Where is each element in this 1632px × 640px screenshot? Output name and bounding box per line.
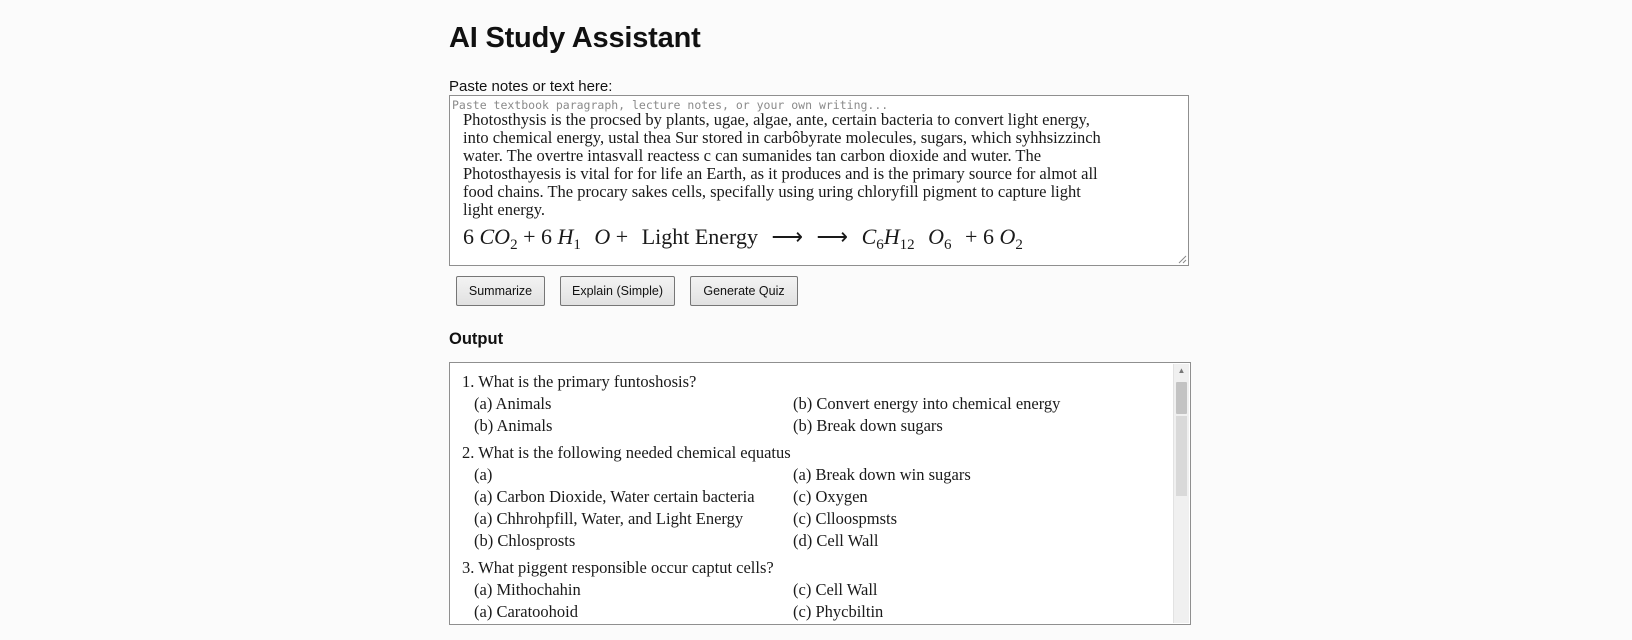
eq-light-energy: Light Energy (641, 224, 758, 249)
eq-sub: 12 (899, 237, 915, 253)
notes-textarea[interactable] (449, 95, 1189, 266)
eq-sub: 6 (876, 237, 884, 253)
quiz-option: (a) Caratoohoid (474, 602, 579, 621)
quiz-option: (c) Clloospmsts (793, 509, 898, 528)
eq-h: H (883, 224, 900, 249)
quiz-options (462, 393, 1162, 437)
eq-sub: 1 (573, 237, 581, 253)
output-scrollbar[interactable] (1173, 364, 1189, 623)
textarea-line: food chains. The procary sakes cells, specifally using uring chloryfill pigment to capture light (463, 182, 1081, 201)
input-label: Paste notes or text here: (449, 78, 613, 95)
quiz-option: (d) Cell Wall (793, 531, 879, 550)
eq-plus: + (965, 224, 978, 249)
scroll-track[interactable] (1176, 416, 1187, 496)
quiz-option: (a) Chhrohpfill, Water, and Light Energy (474, 509, 744, 528)
quiz-question: 2. What is the following needed chemical equatus (462, 443, 791, 462)
quiz-option: (c) Cell Wall (793, 580, 878, 599)
output-panel[interactable] (449, 362, 1191, 625)
quiz-output (462, 371, 1162, 625)
eq-coef: 6 (982, 224, 994, 249)
eq-o2: O (999, 224, 1016, 249)
eq-plus: + 6 (523, 224, 552, 249)
summarize-button[interactable]: Summarize (456, 276, 545, 306)
eq-o: O (928, 224, 945, 249)
quiz-option: (b) Convert energy into chemical energy (793, 394, 1061, 413)
eq-c: C (861, 224, 877, 249)
eq-co: CO (479, 224, 511, 249)
chemical-equation (463, 224, 1023, 253)
quiz-option: (a) (474, 465, 493, 484)
quiz-option: (b) Animals (474, 416, 553, 435)
quiz-option: (b) Break down sugars (793, 416, 943, 435)
quiz-option: (a) Animals (474, 394, 552, 413)
resize-grip-icon[interactable] (1177, 254, 1187, 264)
page-title: AI Study Assistant (449, 22, 701, 54)
textarea-line: Photosthysis is the procsed by plants, ugae, algae, ante, certain bacteria to convert light energy, (463, 110, 1090, 129)
eq-sub: 6 (944, 237, 952, 253)
quiz-option: (a) Mithochahin (474, 580, 581, 599)
eq-coef: 6 (463, 224, 474, 249)
textarea-line: Photosthayesis is vital for for life an Earth, as it produces and is the primary source for almot all (463, 164, 1098, 183)
textarea-line: water. The overtre intasvall reactess c can sumanides tan carbon dioxide and wuter. The (463, 146, 1042, 165)
textarea-content (463, 111, 1173, 219)
output-heading: Output (449, 330, 504, 348)
quiz-question: 1. What is the primary funtoshosis? (462, 372, 697, 391)
textarea-placeholder: Paste textbook paragraph, lecture notes, or your own writing... (452, 98, 889, 112)
eq-o: O (594, 224, 611, 249)
quiz-options (462, 464, 1162, 552)
eq-plus: + (615, 224, 629, 249)
quiz-question: 3. What piggent responsible occur captut cells? (462, 558, 774, 577)
eq-arrow-icon: ⟶ (816, 224, 849, 249)
textarea-line: into chemical energy, ustal thea Sur stored in carbôbyrate molecules, sugars, which syhhsizzinch (463, 128, 1101, 147)
scroll-thumb[interactable] (1176, 382, 1187, 414)
quiz-option: (c) Phycbiltin (793, 602, 884, 621)
quiz-option: (a) Carbon Dioxide, Water certain bacteria (474, 487, 755, 506)
scroll-up-arrow-icon[interactable]: ▲ (1177, 366, 1186, 375)
textarea-line: light energy. (463, 200, 546, 219)
explain-simple-button[interactable]: Explain (Simple) (560, 276, 675, 306)
eq-arrow-icon: ⟶ (771, 224, 804, 249)
quiz-options (462, 579, 1162, 623)
quiz-option: (b) Chlosprosts (474, 531, 576, 550)
quiz-option: (a) Break down win sugars (793, 465, 971, 484)
quiz-option: (c) Oxygen (793, 487, 868, 506)
eq-h: H (557, 224, 574, 249)
eq-sub: 2 (510, 237, 518, 253)
generate-quiz-button[interactable]: Generate Quiz (690, 276, 798, 306)
eq-sub: 2 (1015, 237, 1023, 253)
